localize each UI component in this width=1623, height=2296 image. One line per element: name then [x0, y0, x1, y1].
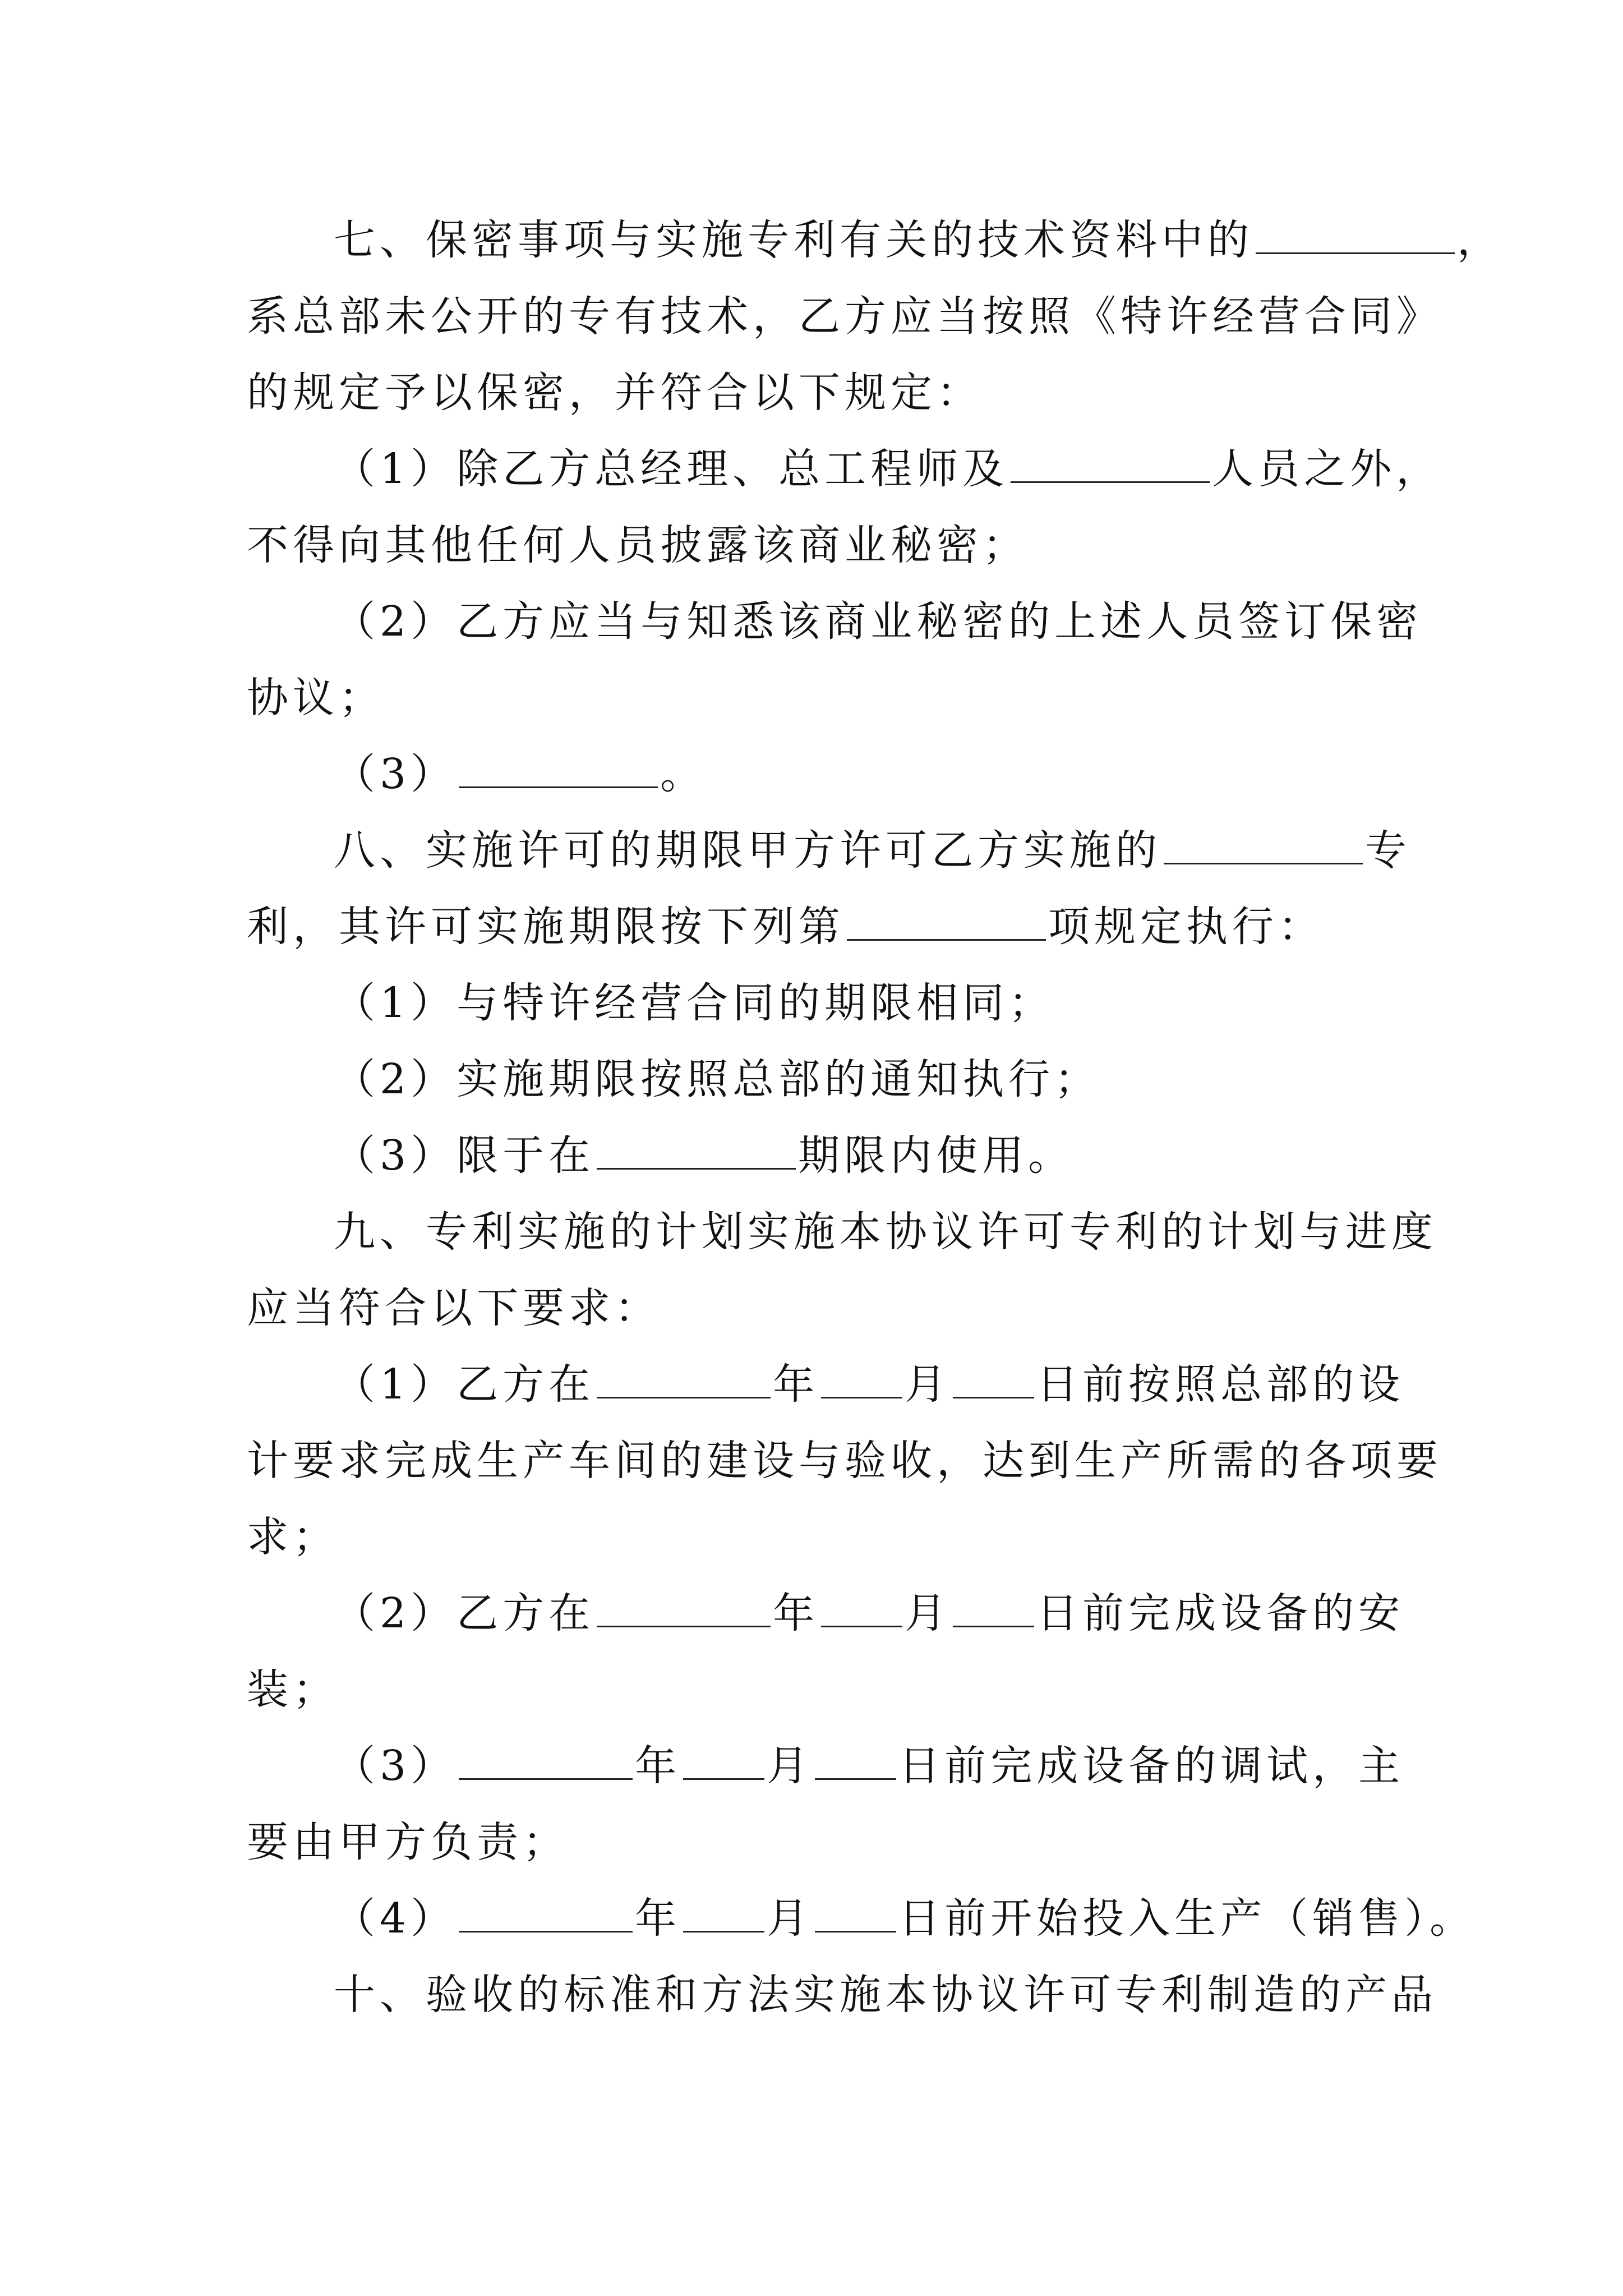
list-item: （4） 年 月 日前开始投入生产（销售）。	[247, 1880, 1413, 1957]
blank-field[interactable]	[847, 899, 1046, 941]
blank-field[interactable]	[1164, 822, 1363, 864]
paragraph-line: 的规定予以保密，并符合以下规定：	[247, 369, 983, 417]
paragraph-line: 计要求完成生产车间的建设与验收，达到生产所需的各项要	[247, 1437, 1442, 1485]
section-10-title: 十、验收的标准和方法实施本协议许可专利制造的产品	[334, 1971, 1437, 2019]
blank-field[interactable]	[683, 1738, 764, 1780]
list-item: （3） 年 月 日前完成设备的调试，主	[247, 1728, 1413, 1804]
list-item: （2）实施期限按照总部的通知执行；	[334, 1055, 1101, 1103]
blank-field[interactable]	[815, 1890, 896, 1932]
paragraph-line: 协议；	[247, 674, 385, 722]
blank-field[interactable]	[597, 1128, 796, 1170]
list-item: （1）除乙方总经理、总工程师及 人员之外，	[247, 431, 1413, 507]
document-page	[247, 202, 1503, 2033]
list-item: （3）限于在 期限内使用。	[247, 1117, 1413, 1194]
blank-field[interactable]	[821, 1356, 902, 1398]
blank-field[interactable]	[459, 1890, 633, 1932]
list-item: （2）乙方应当与知悉该商业秘密的上述人员签订保密	[334, 597, 1423, 646]
blank-field[interactable]	[1256, 212, 1455, 254]
list-item: （3） 。	[247, 736, 1413, 812]
paragraph-line: 系总部未公开的专有技术，乙方应当按照《特许经营合同》	[247, 292, 1442, 341]
section-8-title: 八、实施许可的期限甲方许可乙方实施的 专	[247, 812, 1413, 889]
paragraph-line: 利，其许可实施期限按下列第 项规定执行：	[247, 889, 1413, 965]
blank-field[interactable]	[459, 746, 658, 788]
blank-field[interactable]	[597, 1356, 771, 1398]
blank-field[interactable]	[821, 1585, 902, 1627]
section-7-title: 七、保密事项与实施专利有关的技术资料中的 ，	[247, 202, 1413, 278]
blank-field[interactable]	[597, 1585, 771, 1627]
list-item: （1）乙方在 年 月 日前按照总部的设	[247, 1346, 1413, 1423]
paragraph-line: 应当符合以下要求：	[247, 1284, 661, 1332]
paragraph-line: 装；	[247, 1665, 339, 1714]
blank-field[interactable]	[1011, 441, 1210, 483]
paragraph-line: 求；	[247, 1513, 339, 1561]
paragraph-line: 不得向其他任何人员披露该商业秘密；	[247, 521, 1029, 569]
paragraph-line: 要由甲方负责；	[247, 1818, 569, 1866]
list-item: （1）与特许经营合同的期限相同；	[334, 979, 1055, 1027]
list-item: （2）乙方在 年 月 日前完成设备的安	[247, 1575, 1413, 1651]
blank-field[interactable]	[459, 1738, 633, 1780]
blank-field[interactable]	[815, 1738, 896, 1780]
section-9-title: 九、专利实施的计划实施本协议许可专利的计划与进度	[334, 1208, 1437, 1256]
blank-field[interactable]	[683, 1890, 764, 1932]
blank-field[interactable]	[953, 1585, 1034, 1627]
blank-field[interactable]	[953, 1356, 1034, 1398]
